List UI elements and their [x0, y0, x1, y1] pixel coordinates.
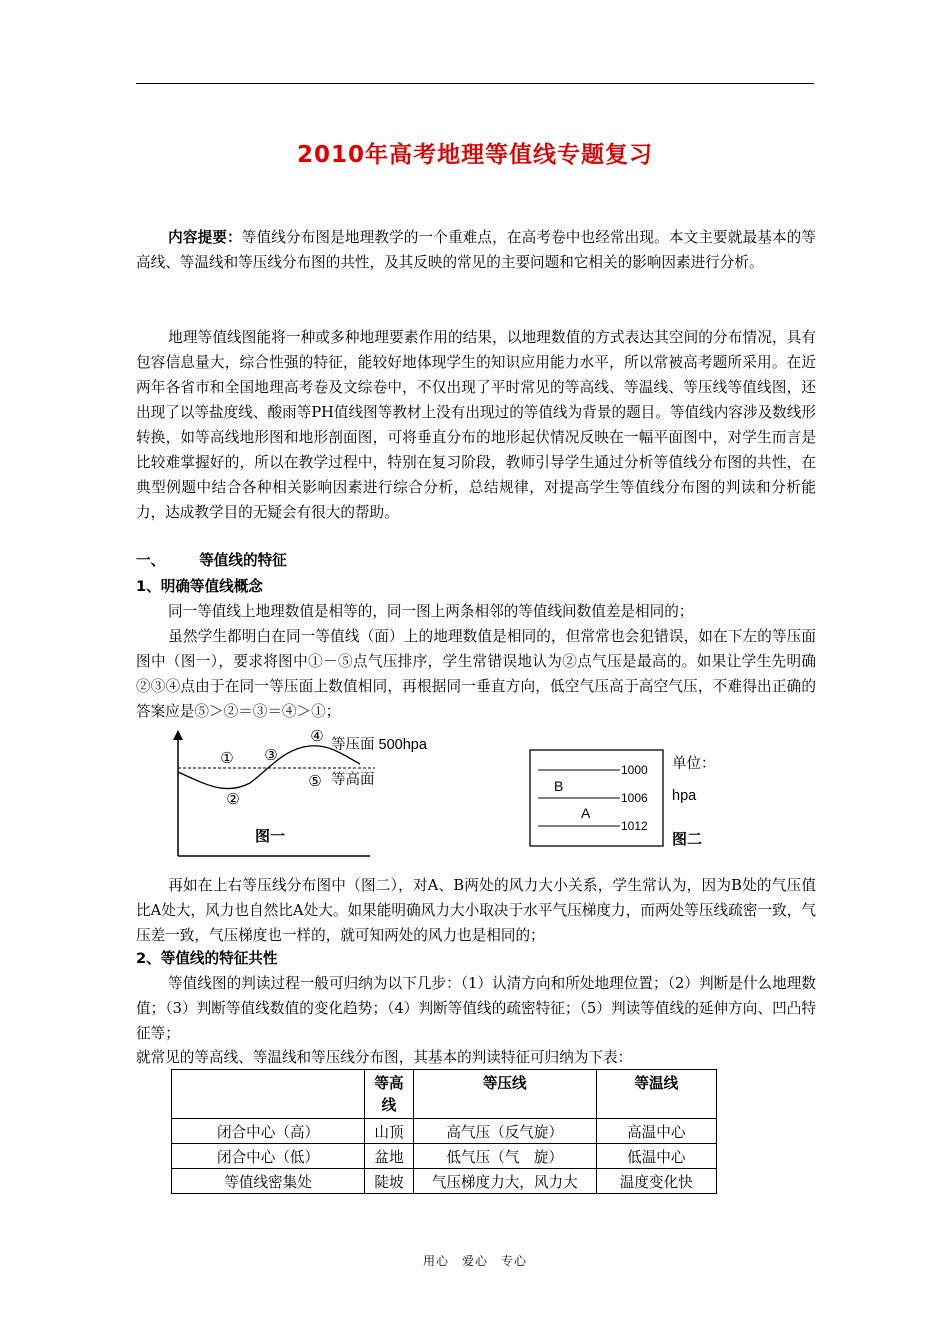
abstract-label: 内容提要：	[168, 229, 242, 246]
table-cell: 闭合中心（高）	[172, 1119, 365, 1144]
figure-2-unit-label: 单位：	[672, 756, 716, 772]
table-cell: 等值线密集处	[172, 1169, 365, 1194]
table-cell: 温度变化快	[596, 1169, 716, 1194]
point-5: ⑤	[308, 773, 322, 790]
table-cell: 低温中心	[596, 1144, 716, 1169]
table-cell: 高气压（反气旋）	[413, 1119, 596, 1144]
section-number: 一、	[136, 552, 166, 569]
page-footer: 用心 爱心 专心	[422, 1254, 527, 1268]
table-header-cell: 等高线	[365, 1070, 414, 1119]
table-cell: 山顶	[365, 1119, 414, 1144]
isobar-label-1012: 1012	[621, 819, 648, 833]
table-row	[172, 1119, 717, 1144]
table-cell: 气压梯度力大，风力大	[413, 1169, 596, 1194]
figure-1-caption: 图一	[255, 828, 286, 845]
isobar-label-1000: 1000	[621, 763, 648, 777]
page-title: 2010年高考地理等值线专题复习	[296, 142, 653, 168]
paragraph-fig2-text: 再如在上右等压线分布图中（图二），对A、B两处的风力大小关系，学生常认为，因为B处的气压值比A处大，风力也自然比A处大。如果能明确风力大小取决于水平气压梯度力，而两处等压线疏密一致，气压差一致，气压梯度也一样的，就可知两处的风力也是相同的；	[136, 877, 816, 944]
figure-2-caption: 图二	[672, 831, 703, 848]
label-isobaric-surface: 等压面 500hpa	[331, 737, 427, 753]
point-4: ④	[310, 728, 324, 745]
paragraph-fig2-explain	[136, 873, 816, 948]
figure-1-isobaric-surface	[160, 728, 460, 863]
axis-arrow-icon	[173, 730, 183, 740]
point-a: A	[581, 805, 591, 821]
features-table	[171, 1069, 717, 1194]
intro-text: 地理等值线图能将一种或多种地理要素作用的结果，以地理数值的方式表达其空间的分布情况，具有包容信息量大，综合性强的特征，能较好地体现学生的知识应用能力水平，所以常被高考题所采用。在近两年各省市和全国地理高考卷及文综卷中，不仅出现了平时常见的等高线、等温线、等压线等值线图，还出现了以等盐度线、酸雨等PH值线图等教材上没有出现过的等值线为背景的题目。等值线内容涉及数线形转换，如等高线地形图和地形剖面图，可将垂直分布的地形起伏情况反映在一幅平面图中，对学生而言是比较难掌握好的，所以在教学过程中，特别在复习阶段，教师引导学生通过分析等值线分布图的共性，在典型例题中结合各种相关影响因素进行综合分析，总结规律，对提高学生等值线分布图的判读和分析能力，达成教学目的无疑会有很大的帮助。	[136, 329, 816, 521]
abstract-paragraph	[136, 225, 816, 275]
point-1: ①	[220, 750, 234, 767]
table-cell: 盆地	[365, 1144, 414, 1169]
table-header-cell: 等温线	[596, 1070, 716, 1119]
subheading-1: 1、明确等值线概念	[136, 578, 263, 595]
label-contour-surface: 等高面	[331, 772, 375, 788]
table-row	[172, 1169, 717, 1194]
isobar-label-1006: 1006	[621, 791, 648, 805]
paragraph-concept	[136, 599, 816, 624]
section-title: 等值线的特征	[199, 552, 287, 569]
table-cell: 低气压（气 旋）	[413, 1144, 596, 1169]
point-3: ③	[264, 747, 278, 764]
table-cell: 高温中心	[596, 1119, 716, 1144]
table-header-cell: 等压线	[413, 1070, 596, 1119]
table-row	[172, 1144, 717, 1169]
point-b: B	[554, 778, 564, 794]
table-header-cell	[172, 1070, 365, 1119]
paragraph-steps-text: 等值线图的判读过程一般可归纳为以下几步：（1）认清方向和所处地理位置；（2）判断是什么地理数值；（3）判断等值线数值的变化趋势；（4）判断等值线的疏密特征；（5）判读等值线的延伸方向、凹凸特征等；	[136, 975, 816, 1042]
abstract-text: 等值线分布图是地理教学的一个重难点，在高考卷中也经常出现。本文主要就最基本的等高线、等温线和等压线分布图的共性，及其反映的常见的主要问题和它相关的影响因素进行分析。	[136, 229, 816, 271]
table-cell: 闭合中心（低）	[172, 1144, 365, 1169]
paragraph-concept-text: 同一等值线上地理数值是相等的，同一图上两条相邻的等值线间数值差是相同的；	[168, 603, 694, 620]
table-cell: 陡坡	[365, 1169, 414, 1194]
header-rule	[136, 83, 814, 84]
subheading-2: 2、等值线的特征共性	[136, 950, 278, 967]
paragraph-table-intro: 就常见的等高线、等温线和等压线分布图，其基本的判读特征可归纳为下表：	[136, 1049, 633, 1066]
intro-paragraph	[136, 325, 816, 525]
section-heading-1	[136, 549, 287, 570]
paragraph-fig1-explain	[136, 624, 816, 724]
paragraph-fig1-text: 虽然学生都明白在同一等值线（面）上的地理数值是相同的，但常常也会犯错误，如在下左的等压面图中（图一），要求将图中①－⑤点气压排序，学生常错误地认为②点气压是最高的。如果让学生先明确②③④点由于在同一等压面上数值相同，再根据同一垂直方向，低空气压高于高空气压，不难得出正确的答案应是⑤＞②＝③＝④＞①；	[136, 628, 816, 720]
figure-2-unit: hpa	[672, 788, 697, 804]
table-header-row	[172, 1070, 717, 1119]
point-2: ②	[226, 791, 240, 808]
paragraph-steps	[136, 971, 816, 1046]
